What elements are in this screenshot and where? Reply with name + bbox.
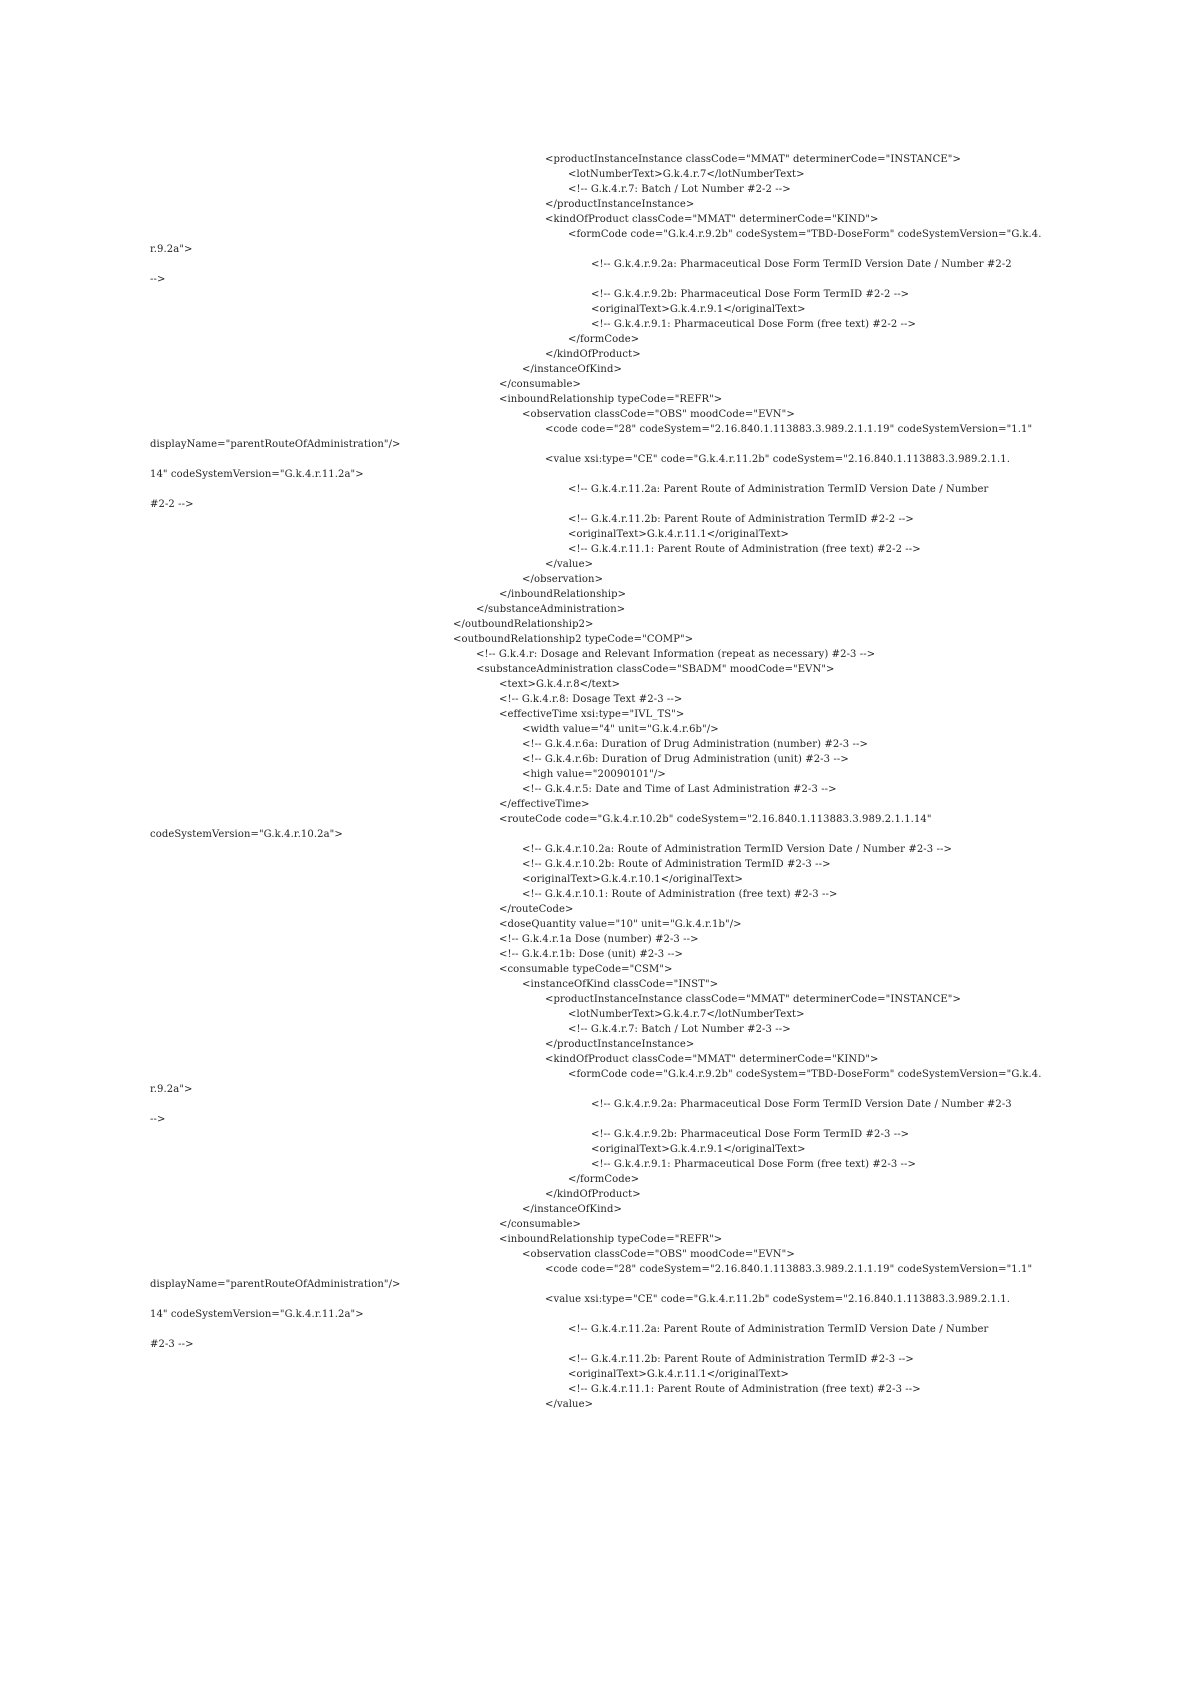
code-line: </observation> <box>522 574 604 585</box>
code-line: <originalText>G.k.4.r.9.1</originalText> <box>591 304 806 315</box>
code-line: </instanceOfKind> <box>522 364 622 375</box>
code-line: <!-- G.k.4.r.7: Batch / Lot Number #2-2 --> <box>568 184 791 195</box>
code-line: <instanceOfKind classCode="INST"> <box>522 979 719 990</box>
code-line: <!-- G.k.4.r.9.2a: Pharmaceutical Dose Form TermID Version Date / Number #2-3 <box>591 1099 1012 1110</box>
code-line: <!-- G.k.4.r.11.2a: Parent Route of Administration TermID Version Date / Number <box>568 484 989 495</box>
code-line: <originalText>G.k.4.r.10.1</originalText> <box>522 874 744 885</box>
code-line: <!-- G.k.4.r.10.2a: Route of Administration TermID Version Date / Number #2-3 --> <box>522 844 952 855</box>
code-line: <routeCode code="G.k.4.r.10.2b" codeSystem="2.16.840.1.113883.3.989.2.1.1.14" <box>499 814 932 825</box>
code-line: 14" codeSystemVersion="G.k.4.r.11.2a"> <box>150 1309 364 1320</box>
code-line: <!-- G.k.4.r.10.2b: Route of Administration TermID #2-3 --> <box>522 859 831 870</box>
code-line: #2-3 --> <box>150 1339 194 1350</box>
code-line: 14" codeSystemVersion="G.k.4.r.11.2a"> <box>150 469 364 480</box>
code-line: <!-- G.k.4.r.9.1: Pharmaceutical Dose Form (free text) #2-2 --> <box>591 319 916 330</box>
code-line: <lotNumberText>G.k.4.r.7</lotNumberText> <box>568 169 805 180</box>
code-line: <formCode code="G.k.4.r.9.2b" codeSystem="TBD-DoseForm" codeSystemVersion="G.k.4. <box>568 1069 1042 1080</box>
code-line: <!-- G.k.4.r.5: Date and Time of Last Administration #2-3 --> <box>522 784 837 795</box>
code-line: displayName="parentRouteOfAdministration"/> <box>150 1279 401 1290</box>
code-line: <code code="28" codeSystem="2.16.840.1.113883.3.989.2.1.1.19" codeSystemVersion="1.1" <box>545 424 1033 435</box>
code-line: <!-- G.k.4.r.6a: Duration of Drug Administration (number) #2-3 --> <box>522 739 868 750</box>
code-line: --> <box>150 274 166 285</box>
code-line: </value> <box>545 1399 594 1410</box>
code-line: </inboundRelationship> <box>499 589 627 600</box>
code-line: r.9.2a"> <box>150 1084 193 1095</box>
code-line: </formCode> <box>568 334 640 345</box>
code-line: <productInstanceInstance classCode="MMAT" determinerCode="INSTANCE"> <box>545 154 961 165</box>
code-line: <lotNumberText>G.k.4.r.7</lotNumberText> <box>568 1009 805 1020</box>
code-line: <!-- G.k.4.r.11.2a: Parent Route of Administration TermID Version Date / Number <box>568 1324 989 1335</box>
code-line: <!-- G.k.4.r.9.1: Pharmaceutical Dose Form (free text) #2-3 --> <box>591 1159 916 1170</box>
code-line: </instanceOfKind> <box>522 1204 622 1215</box>
code-line: <!-- G.k.4.r.9.2a: Pharmaceutical Dose Form TermID Version Date / Number #2-2 <box>591 259 1012 270</box>
code-line: <!-- G.k.4.r.11.1: Parent Route of Administration (free text) #2-3 --> <box>568 1384 921 1395</box>
code-line: </kindOfProduct> <box>545 349 641 360</box>
code-line: <observation classCode="OBS" moodCode="EVN"> <box>522 1249 795 1260</box>
code-line: </consumable> <box>499 1219 582 1230</box>
code-line: <!-- G.k.4.r.1b: Dose (unit) #2-3 --> <box>499 949 683 960</box>
code-line: </value> <box>545 559 594 570</box>
code-line: </formCode> <box>568 1174 640 1185</box>
code-line: </kindOfProduct> <box>545 1189 641 1200</box>
code-line: <substanceAdministration classCode="SBADM" moodCode="EVN"> <box>476 664 835 675</box>
code-line: </productInstanceInstance> <box>545 199 695 210</box>
code-line: <originalText>G.k.4.r.11.1</originalText> <box>568 1369 790 1380</box>
code-line: <!-- G.k.4.r.6b: Duration of Drug Administration (unit) #2-3 --> <box>522 754 849 765</box>
code-line: <width value="4" unit="G.k.4.r.6b"/> <box>522 724 719 735</box>
code-line: <!-- G.k.4.r.1a Dose (number) #2-3 --> <box>499 934 699 945</box>
code-line: <!-- G.k.4.r.9.2b: Pharmaceutical Dose Form TermID #2-2 --> <box>591 289 910 300</box>
code-line: <value xsi:type="CE" code="G.k.4.r.11.2b" codeSystem="2.16.840.1.113883.3.989.2.1.1. <box>545 1294 1010 1305</box>
code-line: r.9.2a"> <box>150 244 193 255</box>
code-line: <originalText>G.k.4.r.11.1</originalText> <box>568 529 790 540</box>
code-line: </substanceAdministration> <box>476 604 626 615</box>
code-line: <doseQuantity value="10" unit="G.k.4.r.1b"/> <box>499 919 742 930</box>
code-line: <effectiveTime xsi:type="IVL_TS"> <box>499 709 685 720</box>
code-line: <!-- G.k.4.r.9.2b: Pharmaceutical Dose Form TermID #2-3 --> <box>591 1129 910 1140</box>
code-line: <!-- G.k.4.r.11.2b: Parent Route of Administration TermID #2-3 --> <box>568 1354 914 1365</box>
code-line: <observation classCode="OBS" moodCode="EVN"> <box>522 409 795 420</box>
code-line: </routeCode> <box>499 904 574 915</box>
code-line: </consumable> <box>499 379 582 390</box>
code-line: <outboundRelationship2 typeCode="COMP"> <box>453 634 694 645</box>
code-line: <formCode code="G.k.4.r.9.2b" codeSystem="TBD-DoseForm" codeSystemVersion="G.k.4. <box>568 229 1042 240</box>
code-line: <high value="20090101"/> <box>522 769 666 780</box>
code-line: #2-2 --> <box>150 499 194 510</box>
code-line: <originalText>G.k.4.r.9.1</originalText> <box>591 1144 806 1155</box>
code-line: <!-- G.k.4.r.10.1: Route of Administration (free text) #2-3 --> <box>522 889 838 900</box>
code-line: <consumable typeCode="CSM"> <box>499 964 673 975</box>
code-line: <!-- G.k.4.r: Dosage and Relevant Information (repeat as necessary) #2-3 --> <box>476 649 876 660</box>
code-line: <text>G.k.4.r.8</text> <box>499 679 621 690</box>
code-line: <code code="28" codeSystem="2.16.840.1.113883.3.989.2.1.1.19" codeSystemVersion="1.1" <box>545 1264 1033 1275</box>
code-line: <inboundRelationship typeCode="REFR"> <box>499 394 723 405</box>
code-line: <inboundRelationship typeCode="REFR"> <box>499 1234 723 1245</box>
code-line: <kindOfProduct classCode="MMAT" determinerCode="KIND"> <box>545 1054 879 1065</box>
code-line: </outboundRelationship2> <box>453 619 594 630</box>
code-line: <!-- G.k.4.r.11.2b: Parent Route of Administration TermID #2-2 --> <box>568 514 914 525</box>
code-line: <kindOfProduct classCode="MMAT" determinerCode="KIND"> <box>545 214 879 225</box>
code-line: --> <box>150 1114 166 1125</box>
code-line: codeSystemVersion="G.k.4.r.10.2a"> <box>150 829 343 840</box>
code-line: </effectiveTime> <box>499 799 590 810</box>
code-line: <value xsi:type="CE" code="G.k.4.r.11.2b" codeSystem="2.16.840.1.113883.3.989.2.1.1. <box>545 454 1010 465</box>
code-line: <productInstanceInstance classCode="MMAT" determinerCode="INSTANCE"> <box>545 994 961 1005</box>
code-line: <!-- G.k.4.r.11.1: Parent Route of Administration (free text) #2-2 --> <box>568 544 921 555</box>
code-line: </productInstanceInstance> <box>545 1039 695 1050</box>
code-line: displayName="parentRouteOfAdministration"/> <box>150 439 401 450</box>
code-line: <!-- G.k.4.r.8: Dosage Text #2-3 --> <box>499 694 683 705</box>
code-line: <!-- G.k.4.r.7: Batch / Lot Number #2-3 --> <box>568 1024 791 1035</box>
